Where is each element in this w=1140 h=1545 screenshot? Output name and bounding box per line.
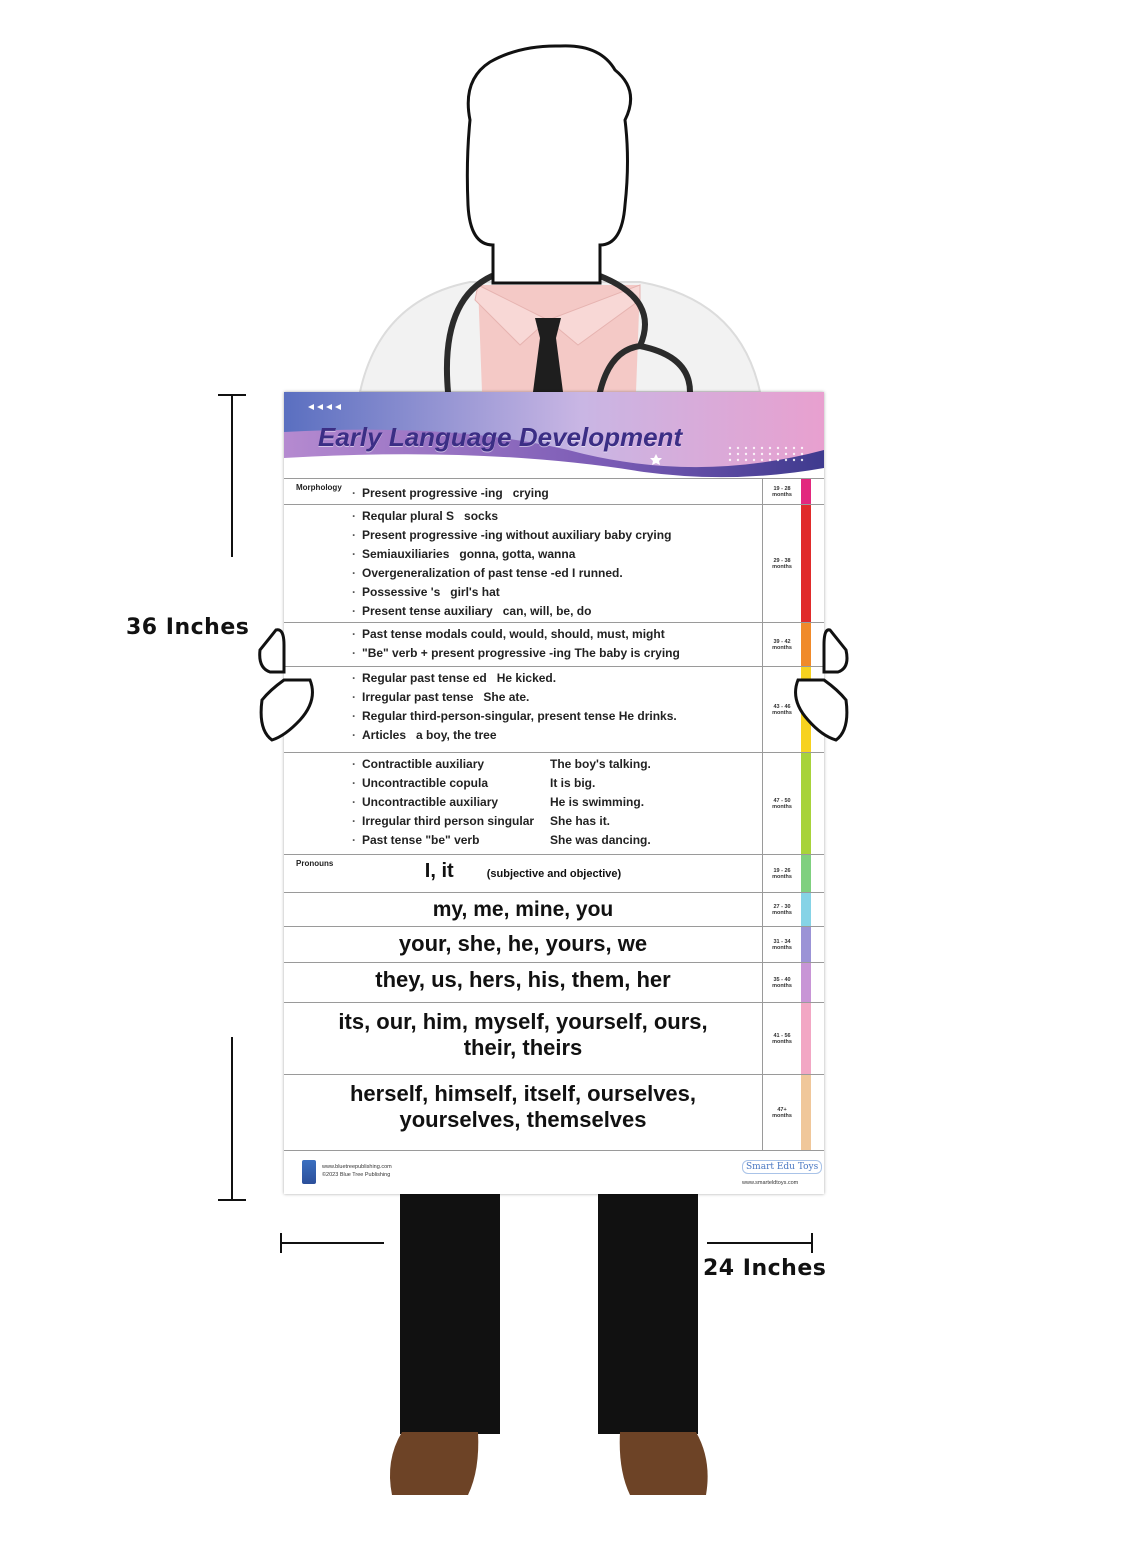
brand-logo: Smart Edu Toys — [742, 1160, 822, 1174]
item-text: Uncontractible copula — [362, 776, 489, 790]
age-line: months — [772, 492, 792, 498]
item-text: Irregular third person singular — [362, 814, 535, 828]
width-label: 24 Inches — [703, 1256, 827, 1281]
item-example: crying — [512, 486, 549, 500]
right-hand — [796, 630, 847, 740]
pronoun-words: I, it — [424, 860, 454, 882]
item-example: gonna, gotta, wanna — [459, 547, 576, 561]
age-line: 47 - 50 — [773, 798, 791, 804]
item-example: girl's hat — [450, 585, 500, 599]
item-text: Past tense modals could, would, should, must, might — [362, 627, 665, 641]
item-text: Present progressive -ing — [362, 486, 503, 500]
pronoun-words: its, our, him, myself, yourself, ours, their, theirs — [338, 1009, 708, 1060]
age-line: 35 - 40 — [773, 977, 791, 983]
height-label: 36 Inches — [126, 615, 250, 640]
item-text: Regular past tense ed — [362, 671, 487, 685]
age-line: 41 - 56 — [773, 1033, 791, 1039]
item-example: The boy's talking. — [550, 757, 651, 771]
item-text: Present tense auxiliary — [362, 604, 493, 618]
item-text: Contractible auxiliary — [362, 757, 485, 771]
pronoun-note: (subjective and objective) — [483, 868, 622, 880]
poster-title: Early Language Development — [318, 422, 683, 452]
pronouns-label: Pronouns — [296, 859, 334, 868]
item-text: Regular third-person-singular, present tense He drinks. — [362, 709, 677, 723]
item-example: He kicked. — [496, 671, 557, 685]
age-line: months — [772, 804, 792, 810]
age-line: months — [772, 710, 792, 716]
age-line: months — [772, 874, 792, 880]
item-example: He is swimming. — [550, 795, 645, 809]
left-hand — [260, 630, 313, 740]
age-line: 29 - 38 — [773, 558, 791, 564]
item-example: socks — [464, 509, 499, 523]
brand-website: www.smarteldtoys.com — [742, 1180, 799, 1186]
age-line: months — [772, 910, 792, 916]
item-text: Semiauxiliaries — [362, 547, 450, 561]
item-example: can, will, be, do — [502, 604, 592, 618]
age-line: 43 - 46 — [773, 704, 791, 710]
age-line: months — [772, 1039, 792, 1045]
item-text: Reqular plural S — [362, 509, 455, 523]
age-line: months — [772, 645, 792, 651]
item-text: Overgeneralization of past tense -ed I runned. — [362, 566, 623, 580]
pronoun-words: your, she, he, yours, we — [398, 931, 648, 956]
age-line: months — [772, 564, 792, 570]
item-example: She was dancing. — [550, 833, 651, 847]
item-text: Articles — [362, 728, 407, 742]
pronoun-words: my, me, mine, you — [432, 898, 614, 921]
age-line: 19 - 26 — [773, 868, 791, 874]
item-example: She ate. — [483, 690, 530, 704]
age-line: 31 - 34 — [773, 939, 791, 945]
pronoun-words: they, us, hers, his, them, her — [375, 967, 671, 992]
age-line: months — [772, 945, 792, 951]
item-text: Present progressive -ing without auxiliary baby crying — [362, 528, 672, 542]
age-line: 27 - 30 — [773, 904, 791, 910]
item-example: It is big. — [550, 776, 596, 790]
footer-copyright: ©2023 Blue Tree Publishing — [322, 1172, 391, 1178]
item-text: Possessive 's — [362, 585, 441, 599]
age-line: months — [772, 983, 792, 989]
item-text: "Be" verb + present progressive -ing The baby is crying — [362, 646, 680, 660]
item-text: Past tense "be" verb — [362, 833, 480, 847]
pronoun-words: herself, himself, itself, ourselves, yourselves, themselves — [349, 1081, 697, 1132]
age-line: 47+ — [777, 1107, 787, 1113]
item-text: Uncontractible auxiliary — [362, 795, 499, 809]
age-line: 19 - 28 — [773, 486, 791, 492]
item-text: Irregular past tense — [362, 690, 474, 704]
age-line: months — [772, 1113, 792, 1119]
item-example: a boy, the tree — [416, 728, 497, 742]
age-line: 39 - 42 — [773, 639, 791, 645]
morphology-label: Morphology — [296, 483, 342, 492]
footer-website: www.bluetreepublishing.com — [322, 1164, 392, 1170]
item-example: She has it. — [550, 814, 611, 828]
